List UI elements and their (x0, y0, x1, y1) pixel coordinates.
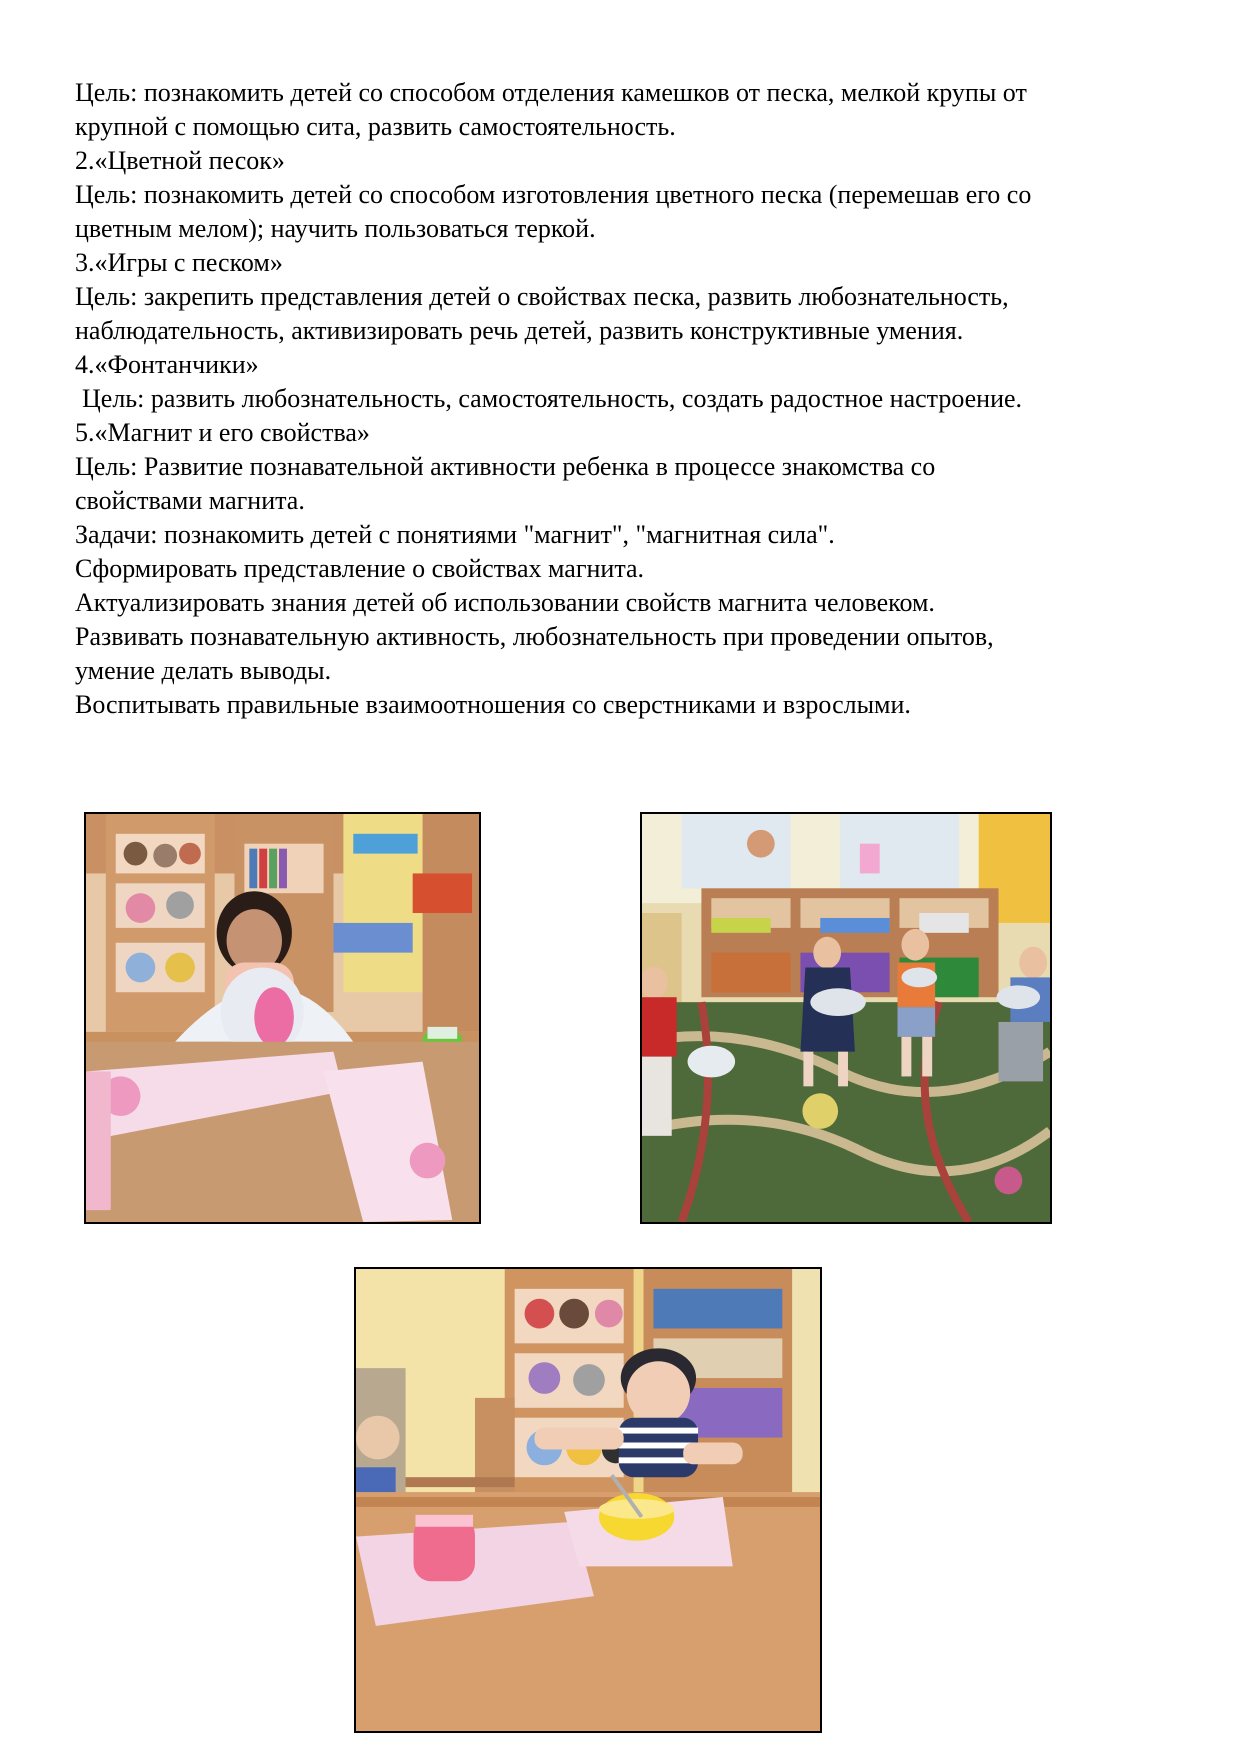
section-heading: 3.«Игры с песком» (75, 248, 283, 277)
text-line: Актуализировать знания детей об использовании свойств магнита человеком. (75, 588, 935, 617)
text-line: Воспитывать правильные взаимоотношения со сверстниками и взрослыми. (75, 690, 911, 719)
text-line: цветным мелом); научить пользоваться теркой. (75, 214, 596, 243)
photo-boy-stirring-cup (354, 1267, 822, 1733)
text-line: Цель: развить любознательность, самостоятельность, создать радостное настроение. (82, 384, 1023, 413)
section-heading: 5.«Магнит и его свойства» (75, 418, 370, 447)
text-line: Цель: познакомить детей со способом отделения камешков от песка, мелкой крупы от (75, 78, 1027, 107)
text-line: Задачи: познакомить детей с понятиями "магнит", "магнитная сила". (75, 520, 835, 549)
text-line: Цель: познакомить детей со способом изготовления цветного песка (перемешав его со (75, 180, 1032, 209)
text-line: Развивать познавательную активность, любознательность при проведении опытов, (75, 622, 994, 651)
photo-children-on-rug (640, 812, 1052, 1224)
photo-girl-at-table (84, 812, 481, 1224)
document-text (75, 76, 1175, 722)
text-line: умение делать выводы. (75, 656, 332, 685)
text-line: свойствами магнита. (75, 486, 305, 515)
text-line: наблюдательность, активизировать речь детей, развить конструктивные умения. (75, 316, 964, 345)
text-line: Цель: Развитие познавательной активности ребенка в процессе знакомства со (75, 452, 936, 481)
text-line: Сформировать представление о свойствах магнита. (75, 554, 645, 583)
section-heading: 2.«Цветной песок» (75, 146, 285, 175)
text-line: крупной с помощью сита, развить самостоятельность. (75, 112, 676, 141)
section-heading: 4.«Фонтанчики» (75, 350, 259, 379)
text-line: Цель: закрепить представления детей о свойствах песка, развить любознательность, (75, 282, 1009, 311)
